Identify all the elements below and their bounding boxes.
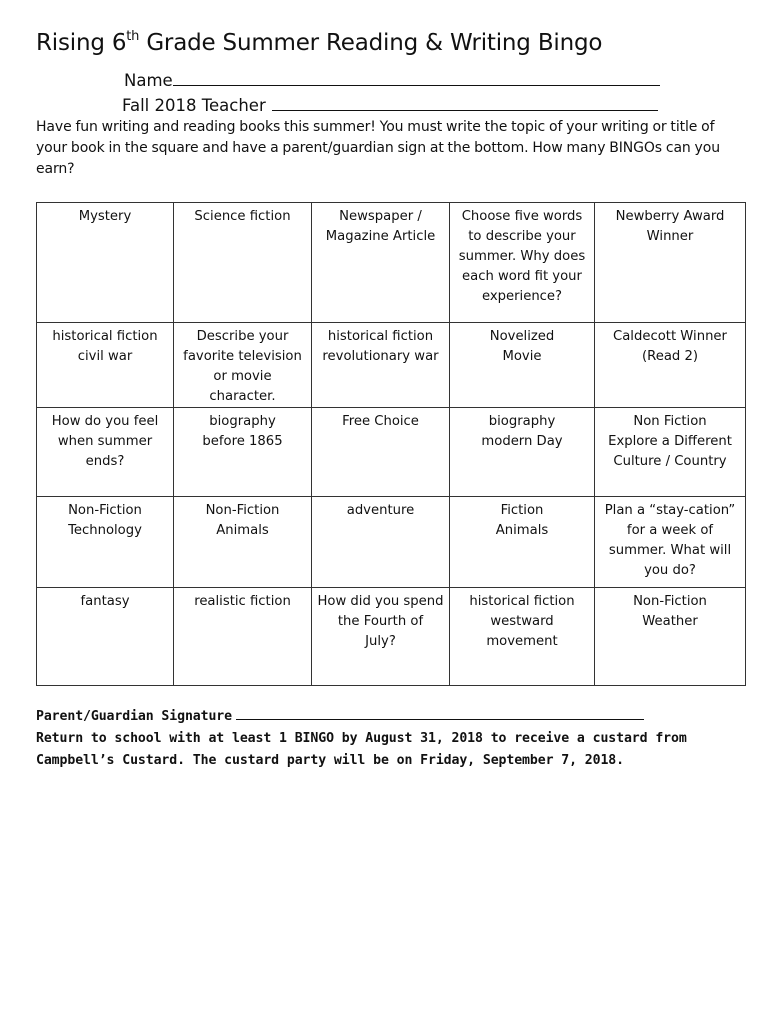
name-blank-line — [173, 68, 660, 86]
instructions-text: Have fun writing and reading books this summer! You must write the topic of your writing or title of your book in the square and have a parent/guardian sign at the bottom. How many BINGOs can you earn? — [36, 119, 720, 177]
bingo-square: fantasy — [37, 588, 174, 686]
bingo-square: Non Fiction Explore a Different Culture / Country — [595, 408, 746, 497]
bingo-row — [37, 588, 746, 686]
bingo-square: How do you feel when summer ends? — [37, 408, 174, 497]
bingo-row — [37, 497, 746, 588]
bingo-square: Newberry Award Winner — [595, 203, 746, 323]
name-label: Name — [124, 71, 173, 90]
teacher-blank-line — [272, 93, 658, 111]
bingo-square: biography before 1865 — [174, 408, 312, 497]
bingo-square: historical fiction revolutionary war — [312, 323, 450, 408]
bingo-square: Non-Fiction Animals — [174, 497, 312, 588]
bingo-square: Caldecott Winner (Read 2) — [595, 323, 746, 408]
bingo-square: Non-Fiction Technology — [37, 497, 174, 588]
signature-blank-line — [236, 706, 644, 720]
bingo-row — [37, 408, 746, 497]
title-text-rest: Grade Summer Reading & Writing Bingo — [139, 30, 603, 56]
bingo-square: historical fiction westward movement — [450, 588, 595, 686]
name-field — [124, 68, 660, 90]
page-title — [36, 30, 602, 56]
signature-field — [36, 706, 756, 728]
bingo-row — [37, 323, 746, 408]
title-text: Rising 6 — [36, 30, 127, 56]
bingo-grid — [36, 202, 746, 686]
bingo-square: Science fiction — [174, 203, 312, 323]
bingo-square: realistic fiction — [174, 588, 312, 686]
bingo-square: Plan a “stay-cation” for a week of summer. What will you do? — [595, 497, 746, 588]
bingo-square: Non-Fiction Weather — [595, 588, 746, 686]
title-superscript: th — [126, 29, 140, 44]
bingo-square: adventure — [312, 497, 450, 588]
bingo-square: Choose five words to describe your summer. Why does each word fit your experience? — [450, 203, 595, 323]
bingo-square: How did you spend the Fourth of July? — [312, 588, 450, 686]
teacher-label: Fall 2018 Teacher — [122, 96, 266, 115]
bingo-square: Novelized Movie — [450, 323, 595, 408]
signature-label: Parent/Guardian Signature — [36, 709, 232, 724]
bingo-square: Mystery — [37, 203, 174, 323]
bingo-row — [37, 203, 746, 323]
bingo-square: Fiction Animals — [450, 497, 595, 588]
bingo-square: Newspaper / Magazine Article — [312, 203, 450, 323]
return-note-line-1: Return to school with at least 1 BINGO by August 31, 2018 to receive a custard from — [36, 731, 687, 746]
bingo-square-free-choice: Free Choice — [312, 408, 450, 497]
return-note-line-2: Campbell’s Custard. The custard party will be on Friday, September 7, 2018. — [36, 753, 624, 768]
footer — [36, 706, 756, 772]
bingo-square: historical fiction civil war — [37, 323, 174, 408]
teacher-field — [122, 93, 658, 115]
bingo-square: biography modern Day — [450, 408, 595, 497]
bingo-square: Describe your favorite television or movie character. — [174, 323, 312, 408]
